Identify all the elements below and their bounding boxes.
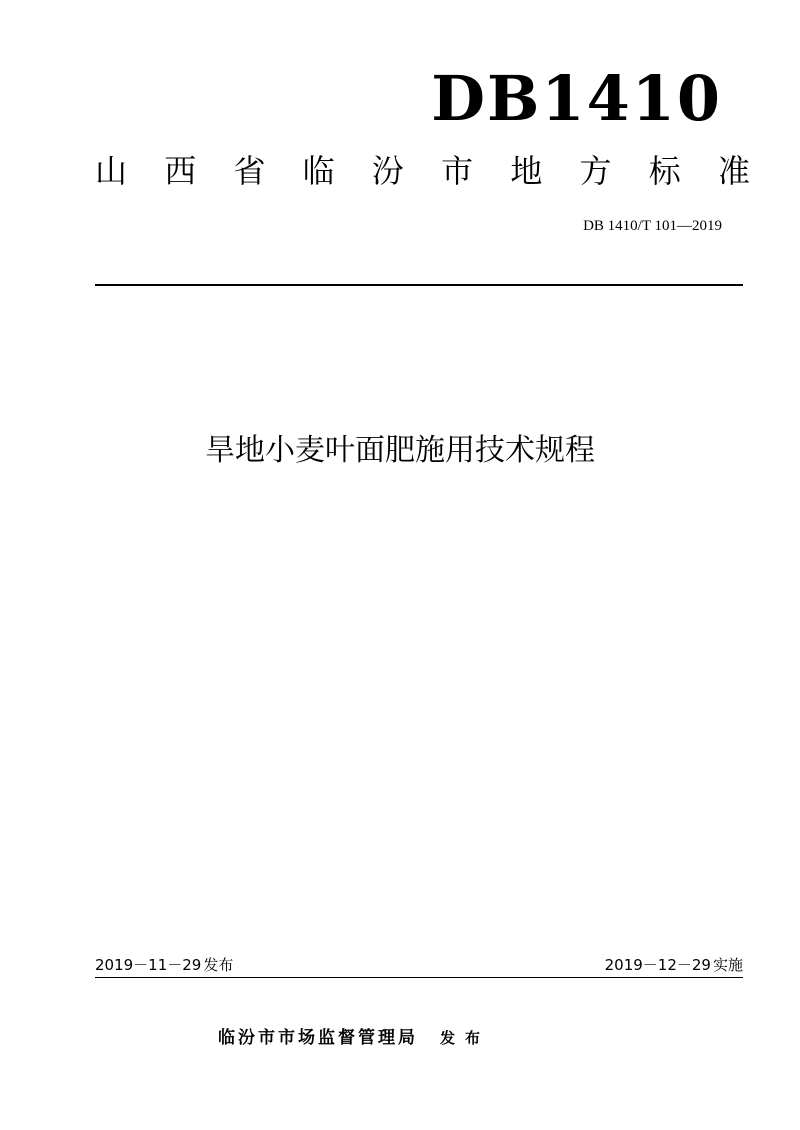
standard-type-char: 标: [648, 152, 681, 190]
standard-type-char: 临: [302, 152, 335, 190]
standard-type-char: 准: [717, 152, 750, 190]
standard-number: DB 1410/T 101—2019: [583, 218, 722, 234]
document-title: 旱地小麦叶面肥施用技术规程: [205, 433, 595, 468]
header-divider: [95, 284, 743, 286]
standard-code: DB1410: [431, 62, 722, 135]
publisher-name: 临汾市市场监督管理局: [218, 1028, 418, 1048]
standard-type-char: 山: [95, 152, 128, 190]
publish-label: 发布: [440, 1029, 491, 1047]
implement-label: 实施: [712, 956, 743, 974]
implement-info: [605, 958, 743, 973]
date-row: [95, 958, 743, 973]
implement-date: 2019－12－29: [604, 956, 711, 974]
date-divider: [95, 977, 743, 978]
standard-type: [95, 152, 750, 190]
standard-type-char: 西: [164, 152, 197, 190]
release-label: 发布: [203, 956, 234, 974]
standard-type-char: 汾: [371, 152, 404, 190]
standard-type-char: 省: [233, 152, 266, 190]
release-info: [95, 958, 233, 973]
release-date: 2019－11－29: [95, 956, 202, 974]
standard-type-char: 地: [510, 152, 543, 190]
publisher-row: [218, 1030, 490, 1047]
standard-type-char: 方: [579, 152, 612, 190]
standard-type-char: 市: [441, 152, 474, 190]
